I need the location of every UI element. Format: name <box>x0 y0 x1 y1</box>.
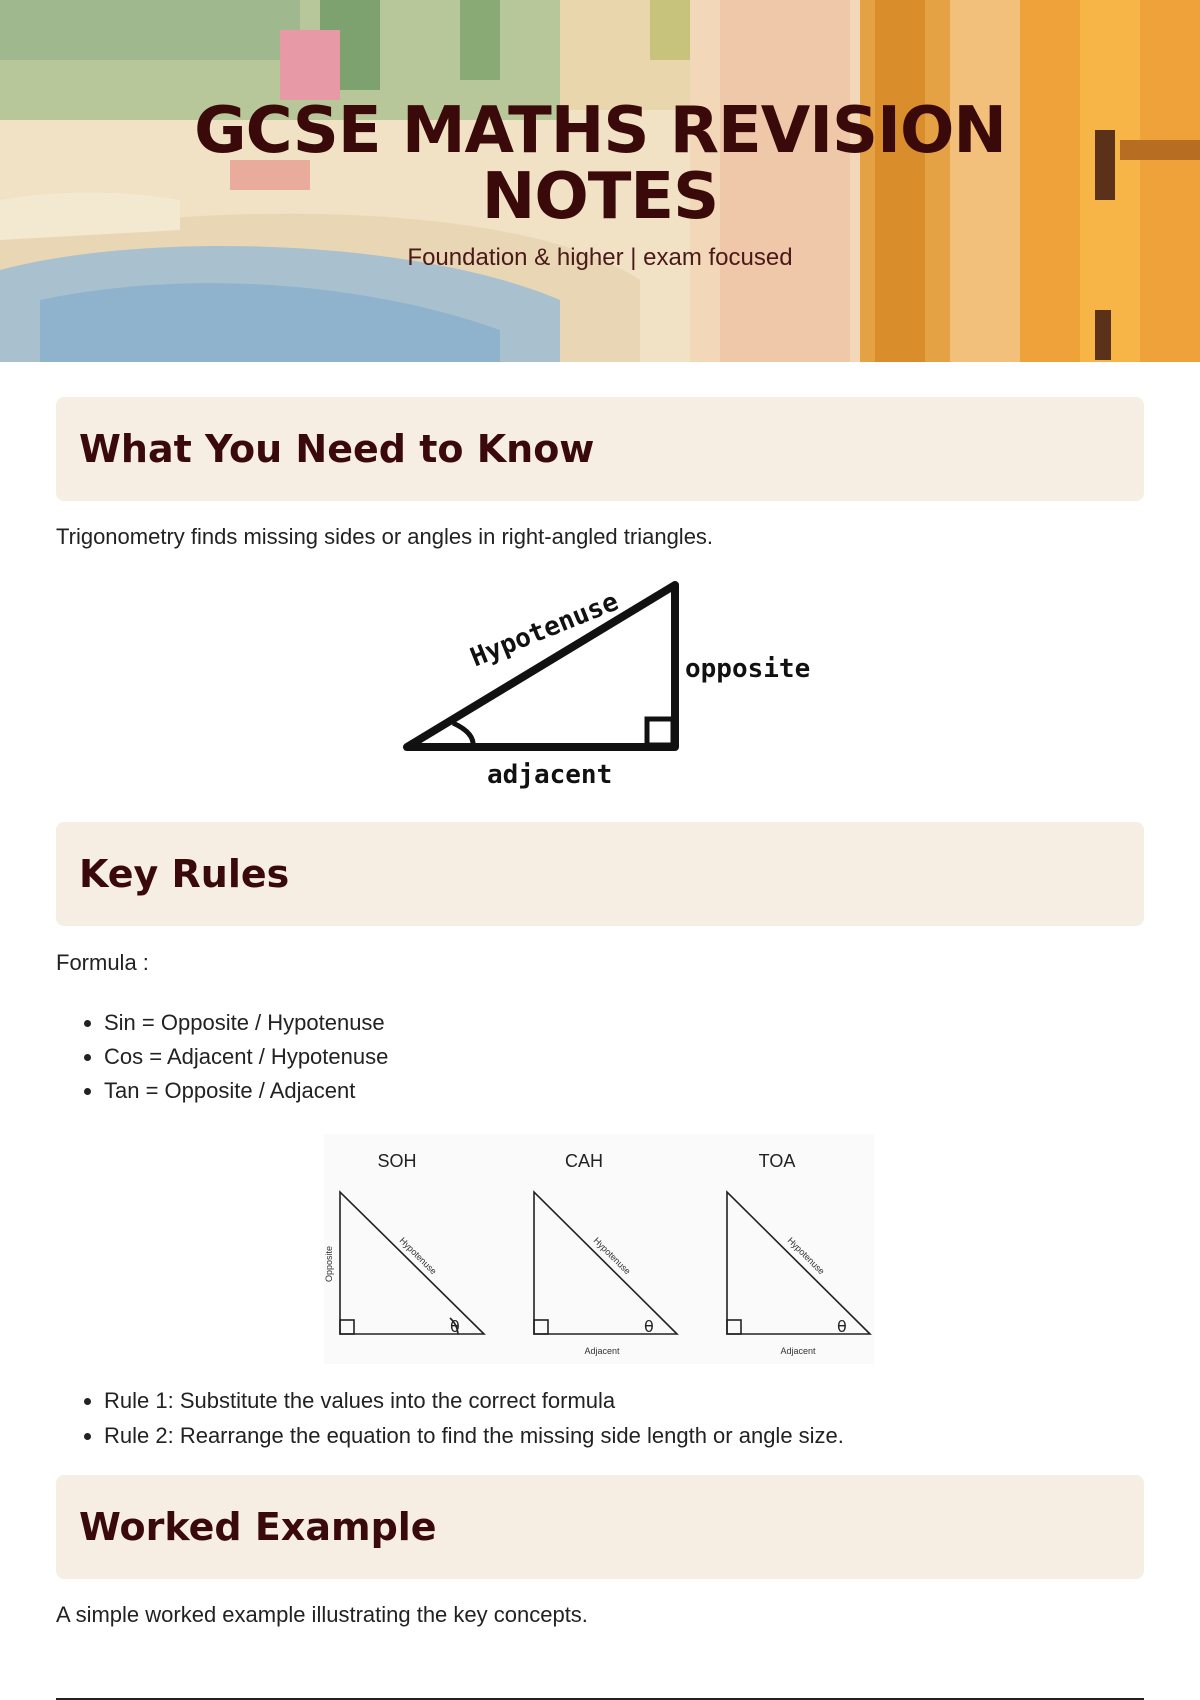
toa-label: TOA <box>758 1151 796 1171</box>
soh-hypotenuse-label: Hypotenuse <box>397 1235 439 1277</box>
page-title <box>0 94 1200 234</box>
soh-label: SOH <box>377 1151 417 1171</box>
header-banner <box>0 0 1200 362</box>
section-what-you-need-to-know <box>56 397 1144 501</box>
page-subtitle: Foundation & higher | exam focused <box>407 244 793 271</box>
formula-label: Formula : <box>56 950 149 975</box>
list-item: • Cos = Adjacent / Hypotenuse <box>104 1040 388 1074</box>
section-heading: Key Rules <box>79 852 290 896</box>
hypotenuse-label: Hypotenuse <box>466 586 623 674</box>
adjacent-label: adjacent <box>487 760 613 790</box>
cah-adjacent-label: Adjacent <box>584 1346 620 1356</box>
page-title-line-2: NOTES <box>481 160 719 234</box>
cah-label: CAH <box>564 1151 604 1171</box>
section-worked-example <box>56 1475 1144 1579</box>
formula-list <box>72 1006 388 1108</box>
right-triangle-diagram <box>395 575 815 800</box>
toa-adjacent-label: Adjacent <box>780 1346 816 1356</box>
soh-theta: θ <box>450 1317 460 1336</box>
worked-example-text: A simple worked example illustrating the key concepts. <box>56 1602 588 1627</box>
list-item: • Rule 2: Rearrange the equation to find the missing side length or angle size. <box>104 1418 844 1453</box>
list-item: • Sin = Opposite / Hypotenuse <box>104 1006 388 1040</box>
intro-text: Trigonometry finds missing sides or angles in right-angled triangles. <box>56 524 714 549</box>
section-key-rules <box>56 822 1144 926</box>
page-title-line-1: GCSE MATHS REVISION <box>194 94 1006 168</box>
list-item: • Rule 1: Substitute the values into the correct formula <box>104 1383 844 1418</box>
section-heading: What You Need to Know <box>79 427 595 471</box>
list-item: • Tan = Opposite / Adjacent <box>104 1074 388 1108</box>
cah-hypotenuse-label: Hypotenuse <box>591 1235 633 1277</box>
toa-theta: θ <box>837 1317 847 1336</box>
cah-theta: θ <box>644 1317 654 1336</box>
soh-opposite-label: Opposite <box>324 1245 334 1283</box>
rules-list <box>72 1383 844 1453</box>
section-heading: Worked Example <box>79 1505 437 1549</box>
opposite-label: opposite <box>685 654 811 684</box>
soh-cah-toa-diagram <box>324 1134 874 1364</box>
toa-hypotenuse-label: Hypotenuse <box>785 1235 827 1277</box>
